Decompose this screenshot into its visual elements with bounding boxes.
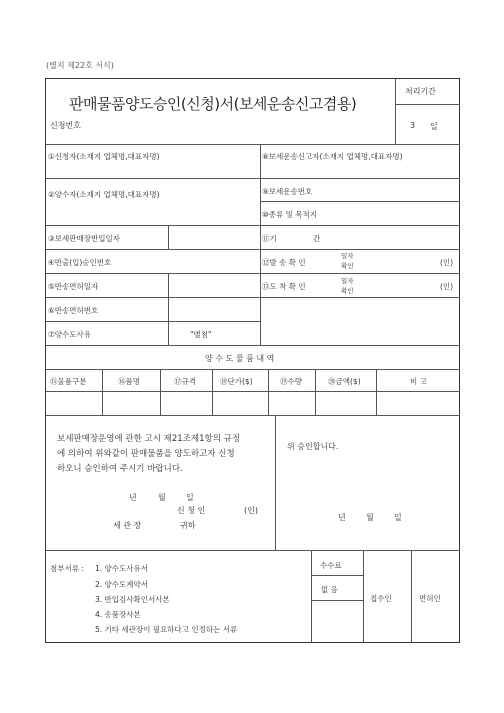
bonded-store-entry-date-label: ③보세판매장반입일자 xyxy=(48,234,120,243)
transfer-reason-label: ⑦양수도사유 xyxy=(48,330,91,339)
column-item-name: ⑯품명 xyxy=(118,377,140,386)
divider xyxy=(45,249,460,250)
request-text-line2: 에 의하여 위와같이 판매물품을 양도하고자 신청 xyxy=(57,449,235,459)
column-item-category: ⑮물품구분 xyxy=(50,377,87,386)
divider xyxy=(45,415,460,416)
dispatch-confirm-label: 확인 xyxy=(341,262,354,270)
transferee-field-label: ②양수자(소재지 업체명,대표자명) xyxy=(48,190,160,199)
approval-text: 위 승인합니다. xyxy=(287,442,339,451)
attachment-item: 2. 양수도계약서 xyxy=(95,580,149,589)
divider xyxy=(376,369,377,415)
fee-label: 수수료 xyxy=(320,561,342,570)
column-quantity: ⑲수량 xyxy=(280,377,302,386)
request-year-label: 년 xyxy=(129,493,137,502)
divider xyxy=(395,104,460,105)
divider xyxy=(45,273,460,274)
period-label: ⑪기 xyxy=(262,234,277,243)
divider xyxy=(395,78,396,144)
arrival-seal: (인) xyxy=(440,282,454,291)
arrival-confirmation-label: ⑬도 착 확 인 xyxy=(262,282,306,291)
divider xyxy=(45,178,260,179)
column-unit-price: ⑱단가($) xyxy=(220,377,253,386)
receipt-seal-label: 접수인 xyxy=(370,594,392,603)
attachment-item: 1. 양수도사유서 xyxy=(95,564,149,573)
type-and-destination-label: ⑩종류 및 목적지 xyxy=(262,210,317,219)
approval-month-label: 월 xyxy=(366,513,374,522)
divider xyxy=(315,369,316,415)
divider xyxy=(260,201,460,202)
attachment-item: 3. 반입검사확인서사본 xyxy=(95,595,170,604)
items-section-heading: 양 수 도 물 품 내 역 xyxy=(205,354,275,363)
divider xyxy=(45,369,460,370)
divider xyxy=(311,550,312,643)
divider xyxy=(311,575,363,576)
request-month-label: 월 xyxy=(158,493,166,502)
dispatch-date-label: 일자 xyxy=(341,252,354,260)
divider xyxy=(363,550,364,643)
dispatch-confirmation-label: ⑫발 송 확 인 xyxy=(262,258,306,267)
request-day-label: 일 xyxy=(186,493,194,502)
divider xyxy=(45,391,460,392)
divider xyxy=(260,178,460,179)
processing-period-unit: 일 xyxy=(430,122,438,131)
applicant-signature-label: 신 청 인 xyxy=(177,506,206,515)
bonded-transport-declarant-label: ⑧보세운송신고자(소재지 업체명,대표자명) xyxy=(262,152,403,161)
application-number-label: 신청번호 xyxy=(50,121,81,130)
transfer-reason-value: "별첨" xyxy=(190,330,212,339)
request-text-line3: 하오니 승인하여 주시기 바랍니다. xyxy=(57,464,183,474)
form-number: (별지 제22호 서식) xyxy=(46,61,114,70)
column-remarks: 비 고 xyxy=(410,377,427,386)
request-text-line1: 보세판매장운영에 관한 고시 제21조제1항의 규정 xyxy=(57,434,241,444)
attachments-label: 첨부서류 : xyxy=(50,564,84,573)
recipient-suffix: 귀하 xyxy=(180,521,196,530)
applicant-field-label: ①신청자(소재지 업체명,대표자명) xyxy=(48,152,160,161)
divider xyxy=(160,369,161,415)
form-title: 판매물품양도승인(신청)서(보세운송신고겸용) xyxy=(69,95,357,113)
divider xyxy=(411,550,412,643)
recipient-label: 세 관 장 xyxy=(113,521,142,530)
processing-period-number: 3 xyxy=(410,121,416,130)
arrival-date-label: 일자 xyxy=(341,277,354,285)
divider xyxy=(45,297,460,298)
bonded-transport-number-label: ⑨보세운송번호 xyxy=(262,187,313,196)
divider xyxy=(268,369,269,415)
divider xyxy=(102,369,103,415)
processing-period-label: 처리기간 xyxy=(405,87,436,96)
divider xyxy=(260,144,261,345)
approval-day-label: 일 xyxy=(394,513,402,522)
applicant-seal: (인) xyxy=(244,506,258,515)
divider xyxy=(45,225,460,226)
dispatch-seal: (인) xyxy=(440,258,454,267)
attachment-item: 5. 기타 세관장이 필요하다고 인정하는 서류 xyxy=(95,625,238,634)
attachment-item: 4. 송품장사본 xyxy=(95,610,141,619)
divider xyxy=(45,144,460,145)
approval-year-label: 년 xyxy=(338,513,346,522)
license-seal-label: 면허인 xyxy=(419,594,441,603)
return-license-date-label: ⑤반송면허일자 xyxy=(48,282,99,291)
period-label-suffix: 간 xyxy=(313,234,321,243)
divider xyxy=(275,415,276,550)
column-spec: ⑰규격 xyxy=(174,377,196,386)
column-amount: ⑳금액($) xyxy=(328,377,361,386)
arrival-confirm-label: 확인 xyxy=(341,287,354,295)
divider xyxy=(212,369,213,415)
divider xyxy=(45,345,460,346)
release-approval-number-label: ④반출(입)승인번호 xyxy=(48,258,112,267)
divider xyxy=(168,225,169,249)
divider xyxy=(168,273,169,345)
divider xyxy=(45,321,260,322)
return-license-number-label: ⑥반송면허번호 xyxy=(48,306,99,315)
divider xyxy=(311,600,363,601)
divider xyxy=(45,550,460,551)
fee-value: 없 음 xyxy=(321,585,338,594)
